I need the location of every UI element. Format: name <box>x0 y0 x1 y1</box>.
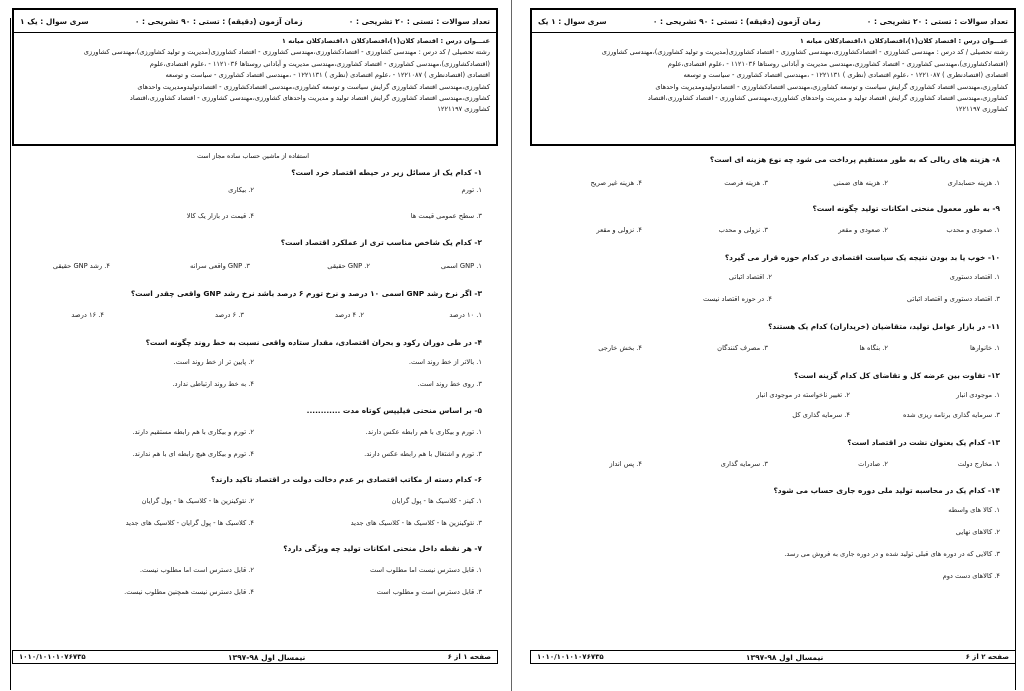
question-5 <box>4 406 482 466</box>
option-2: ۲. بنگاه ها <box>859 344 888 352</box>
option-2: ۲. صعودی و مقعر <box>838 226 888 234</box>
page-number: صفحه ۱ از ۶ <box>447 653 491 661</box>
field-line: اقتصادی (اقتصادنظری ) ۱۲۲۱۰۸۷ - ،علوم اقتصادی (نظری ) ۱۲۲۱۱۳۱ - ،مهندسی اقتصاد کشاورزی - سیاست و توسعه <box>683 71 1008 80</box>
question-7 <box>4 544 482 604</box>
option-2: ۲. بیکاری <box>228 186 254 194</box>
option-2: ۲. اقتصاد اثباتی <box>728 273 772 281</box>
option-3: ۳. هزینه فرصت <box>724 179 768 187</box>
question-text: ۴- در طی دوران رکود و بحران اقتصادی، مقدار ستاده واقعی نسبت به خط روند چگونه است؟ <box>145 338 482 347</box>
option-4: ۴. قابل دسترس نیست همچنین مطلوب نیست. <box>124 588 254 596</box>
exam-time: زمان آزمون (دقیقه) : تستی : ۹۰ تشریحی : ۰ <box>652 16 821 26</box>
option-4: ۴. پس انداز <box>609 460 642 468</box>
option-1: ۱. قابل دسترس نیست اما مطلوب است <box>369 566 482 574</box>
field-line: (اقتصادکشاورزی)،مهندسی کشاورزی - اقتصاد کشاورزی،مهندسی مدیریت و آبادانی روستاها ۱۱۲۱۰۳۶ - ،علوم اقتصادی،علوم <box>149 59 490 68</box>
option-1: ۱. تورم و بیکاری با هم رابطه عکس دارند. <box>365 428 482 436</box>
question-4 <box>4 338 482 398</box>
field-line: کشاورزی،مهندسی اقتصاد کشاورزی گرایش سیاست و توسعه کشاورزی،مهندسی اقتصادکشاورزی - اقتصادتولیدومدیریت واحدهای <box>655 82 1008 91</box>
question-series: سری سوال : ۱ یک <box>538 16 607 26</box>
option-1: ۱. تورم <box>461 186 482 194</box>
page-footer <box>530 650 1016 664</box>
option-4: ۴. به خط روند ارتباطی ندارد. <box>172 380 254 388</box>
question-text: ۶- کدام دسته از مکاتب اقتصادی بر عدم دخالت دولت در اقتصاد تاکید دارند؟ <box>210 475 482 484</box>
option-3: ۳. GNP واقعی سرانه <box>189 262 250 270</box>
option-3: ۳. روی خط روند است. <box>417 380 482 388</box>
question-text: ۱- کدام یک از مسائل زیر در حیطه اقتصاد خرد است؟ <box>291 168 482 177</box>
option-4: ۴. سرمایه گذاری کل <box>792 411 850 419</box>
option-1: ۱. بالاتر از خط روند است. <box>408 358 482 366</box>
option-4: ۴. قیمت در بازار یک کالا <box>186 212 254 220</box>
option-4: ۴. نزولی و مقعر <box>596 226 642 234</box>
question-8 <box>522 155 1000 195</box>
question-12 <box>522 371 1000 431</box>
exam-page-2 <box>522 2 1020 682</box>
option-3: ۳. اقتصاد دستوری و اقتصاد اثباتی <box>906 295 1000 303</box>
option-2: ۲. تغییر ناخواسته در موجودی انبار <box>756 391 850 399</box>
option-3: ۳. سرمایه گذاری <box>720 460 768 468</box>
option-2: ۲. قابل دسترس است اما مطلوب نیست. <box>139 566 254 574</box>
question-text: ۱۴- کدام یک در محاسبه تولید ملی دوره جاری حساب می شود؟ <box>773 486 1000 495</box>
left-page-border <box>10 18 11 690</box>
term-label: نیمسال اول ۹۸-۱۳۹۷ <box>227 652 306 662</box>
question-6 <box>4 475 482 535</box>
exam-page-1 <box>4 2 502 682</box>
question-text: ۲- کدام یک شاخص مناسب تری از عملکرد اقتصاد است؟ <box>280 238 482 247</box>
option-1: ۱. هزینه حسابداری <box>947 179 1000 187</box>
option-3: ۳. کالایی که در دوره های قبلی تولید شده و در دوره جاری به فروش می رسد. <box>784 550 1000 558</box>
option-1: ۱. کینز - کلاسیک ها - پول گرایان <box>391 497 482 505</box>
question-text: ۱۳- کدام یک بعنوان نشت در اقتصاد است؟ <box>847 438 1000 447</box>
question-9 <box>522 204 1000 244</box>
option-4: ۴. تورم و بیکاری هیچ رابطه ای با هم ندارند. <box>132 450 254 458</box>
option-1: ۱. ۱۰ درصد <box>449 311 482 319</box>
question-13 <box>522 438 1000 478</box>
exam-header <box>530 8 1016 146</box>
option-1: ۱. صعودی و محدب <box>946 226 1000 234</box>
field-line: رشته تحصیلی / کد درس : مهندسی کشاورزی - اقتصادکشاورزی،مهندسی کشاورزی - اقتصاد کشاورزی(مدیریت و تولید کشاورزی)،مهندسی کشاورزی <box>83 48 490 57</box>
option-3: ۳. مصرف کنندگان <box>717 344 768 352</box>
question-text: ۱۱- در بازار عوامل تولید، متقاضیان (خریداران) کدام یک هستند؟ <box>768 322 1000 331</box>
exam-code: ۱۰۱۰/۱۰۱۰۱۰۷۶۷۳۵ <box>19 653 86 661</box>
option-2: ۲. پایین تر از خط روند است. <box>173 358 254 366</box>
field-line: کشاورزی ۱۲۲۱۱۹۷ <box>955 105 1008 114</box>
exam-time: زمان آزمون (دقیقه) : تستی : ۹۰ تشریحی : ۰ <box>134 16 303 26</box>
question-text: ۸- هزینه های ریالی که به طور مستقیم پرداخت می شود چه نوع هزینه ای است؟ <box>709 155 1000 164</box>
option-3: ۳. نزولی و محدب <box>718 226 768 234</box>
question-series: سری سوال : یک ۱ <box>20 16 89 26</box>
question-3 <box>4 289 482 329</box>
question-text: ۳- اگر نرخ رشد GNP اسمی ۱۰ درصد و نرخ تورم ۶ درصد باشد نرخ رشد GNP واقعی چقدر است؟ <box>130 289 482 298</box>
field-line: کشاورزی،مهندسی اقتصاد کشاورزی گرایش سیاست و توسعه کشاورزی،مهندسی اقتصادکشاورزی - اقتصادتولیدومدیریت واحدهای <box>137 82 490 91</box>
option-4: ۴. در حوزه اقتصاد نیست <box>702 295 772 303</box>
course-title: عنـــوان درس : اقتصاد کلان(۱)،اقتصادکلان ۱،اقتصادکلان میانه ۱ <box>799 37 1008 45</box>
page-number: صفحه ۲ از ۶ <box>965 653 1009 661</box>
option-1: ۱. کالا های واسطه <box>948 506 1000 514</box>
option-1: ۱. خانوارها <box>970 344 1000 352</box>
field-line: کشاورزی،مهندسی اقتصاد کشاورزی گرایش اقتصاد تولید و مدیریت واحدهای کشاورزی،مهندسی کشاورزی - اقتصاد کشاورزی،اقتصاد <box>647 94 1008 103</box>
option-1: ۱. مخارج دولت <box>957 460 1000 468</box>
option-4: ۴. رشد GNP حقیقی <box>52 262 110 270</box>
term-label: نیمسال اول ۹۸-۱۳۹۷ <box>745 652 824 662</box>
option-4: ۴. بخش خارجی <box>598 344 642 352</box>
option-4: ۴. ۱۶ درصد <box>71 311 104 319</box>
option-2: ۲. نئوکینزین ها - کلاسیک ها - پول گرایان <box>141 497 254 505</box>
question-2 <box>4 238 482 278</box>
option-2: ۲. تورم و بیکاری با هم رابطه مستقیم دارند. <box>132 428 254 436</box>
option-1: ۱. موجودی انبار <box>956 391 1000 399</box>
question-11 <box>522 322 1000 362</box>
exam-code: ۱۰۱۰/۱۰۱۰۱۰۷۶۷۳۵ <box>537 653 604 661</box>
option-2: ۲. کالاهای نهایی <box>955 528 1000 536</box>
option-4: ۴. هزینه غیر صریح <box>590 179 642 187</box>
option-2: ۲. هزینه های ضمنی <box>833 179 888 187</box>
option-3: ۳. تورم و اشتغال با هم رابطه عکس دارند. <box>364 450 482 458</box>
option-1: ۱. اقتصاد دستوری <box>949 273 1000 281</box>
option-2: ۲. صادرات <box>858 460 888 468</box>
question-14 <box>522 486 1000 586</box>
instruction: استفاده از ماشین حساب ساده مجاز است <box>196 152 310 160</box>
page-footer <box>12 650 498 664</box>
field-line: کشاورزی ۱۲۲۱۱۹۷ <box>437 105 490 114</box>
option-3: ۳. سطح عمومی قیمت ها <box>410 212 482 220</box>
question-1 <box>4 168 482 228</box>
field-line: کشاورزی،مهندسی اقتصاد کشاورزی گرایش اقتصاد تولید و مدیریت واحدهای کشاورزی،مهندسی کشاورزی - اقتصاد کشاورزی،اقتصاد <box>129 94 490 103</box>
option-3: ۳. سرمایه گذاری برنامه ریزی شده <box>903 411 1000 419</box>
option-2: ۲. GNP حقیقی <box>327 262 370 270</box>
question-count: تعداد سوالات : تستی : ۲۰ تشریحی : ۰ <box>348 16 490 26</box>
course-title: عنـــوان درس : اقتصاد کلان(۱)،اقتصادکلان ۱،اقتصادکلان میانه ۱ <box>281 37 490 45</box>
question-10 <box>522 253 1000 313</box>
option-3: ۳. ۶ درصد <box>215 311 244 319</box>
question-text: ۹- به طور معمول منحنی امکانات تولید چگونه است؟ <box>812 204 1000 213</box>
question-text: ۵- بر اساس منحنی فیلیپس کوتاه مدت ............ <box>306 406 482 415</box>
option-1: ۱. GNP اسمی <box>440 262 482 270</box>
question-count: تعداد سوالات : تستی : ۲۰ تشریحی : ۰ <box>866 16 1008 26</box>
page-separator <box>511 0 512 691</box>
option-3: ۳. قابل دسترس است و مطلوب است <box>376 588 482 596</box>
question-text: ۷- هر نقطه داخل منحنی امکانات تولید چه ویژگی دارد؟ <box>283 544 482 553</box>
question-text: ۱۲- تفاوت بین عرضه کل و تقاضای کل کدام گزینه است؟ <box>794 371 1000 380</box>
option-4: ۴. کالاهای دست دوم <box>942 572 1000 580</box>
option-2: ۲. ۴ درصد <box>335 311 364 319</box>
exam-header <box>12 8 498 146</box>
field-line: اقتصادی (اقتصادنظری ) ۱۲۲۱۰۸۷ - ،علوم اقتصادی (نظری ) ۱۲۲۱۱۳۱ - ،مهندسی اقتصاد کشاورزی - سیاست و توسعه <box>165 71 490 80</box>
right-page-border <box>1015 18 1016 690</box>
option-4: ۴. کلاسیک ها - پول گرایان - کلاسیک های جدید <box>125 519 254 527</box>
question-text: ۱۰- خوب یا بد بودن نتیجه یک سیاست اقتصادی در کدام حوزه قرار می گیرد؟ <box>724 253 1000 262</box>
option-3: ۳. نئوکینزین ها - کلاسیک ها - کلاسیک های جدید <box>350 519 482 527</box>
field-line: (اقتصادکشاورزی)،مهندسی کشاورزی - اقتصاد کشاورزی،مهندسی مدیریت و آبادانی روستاها ۱۱۲۱۰۳۶ - ،علوم اقتصادی،علوم <box>667 59 1008 68</box>
field-line: رشته تحصیلی / کد درس : مهندسی کشاورزی - اقتصادکشاورزی،مهندسی کشاورزی - اقتصاد کشاورزی(مدیریت و تولید کشاورزی)،مهندسی کشاورزی <box>601 48 1008 57</box>
